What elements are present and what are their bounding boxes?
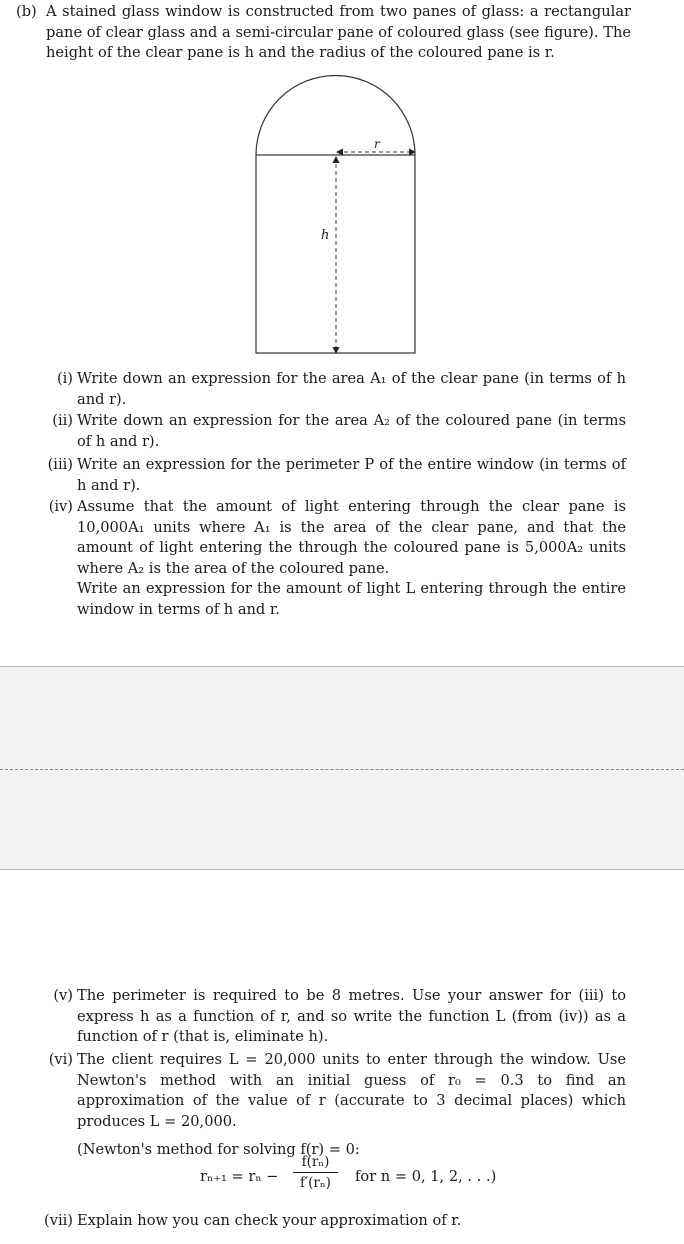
question-number: (iv) — [48, 498, 73, 515]
question-text: Explain how you can check your approximation of r. — [77, 1212, 462, 1229]
question-number: (v) — [53, 987, 73, 1004]
label-h: h — [321, 228, 330, 243]
question-i — [40, 369, 626, 410]
formula-fraction — [293, 1153, 338, 1192]
part-b-intro-text: A stained glass window is constructed from two panes of glass: a rectangular pane of clear glass and a semi-circular pane of coloured glass (see figure). The height of the clear pane is h and the radius of the coloured pane is r. — [46, 3, 631, 61]
part-b-label: (b) — [16, 3, 37, 20]
formula-rhs: for n = 0, 1, 2, . . .) — [355, 1168, 497, 1185]
answer-area[interactable] — [0, 666, 684, 870]
part-b-intro — [16, 2, 631, 64]
newton-formula — [200, 1152, 530, 1202]
question-vii — [40, 1211, 626, 1232]
fraction-bar — [293, 1172, 338, 1173]
question-number: (ii) — [52, 412, 73, 429]
question-text-continued: Write an expression for the amount of light L entering through the entire window in terms of h and r. — [77, 580, 626, 618]
clear-pane-rectangle — [256, 155, 415, 353]
coloured-pane-semicircle — [256, 75, 415, 155]
question-vi — [40, 1050, 626, 1161]
label-r: r — [374, 137, 380, 151]
formula-denominator: f′(rₙ) — [300, 1175, 331, 1191]
formula-lhs: rₙ₊₁ = rₙ − — [200, 1168, 279, 1185]
question-text-continued: (Newton's method for solving f(r) = 0: — [77, 1141, 360, 1158]
question-text: The perimeter is required to be 8 metres. Use your answer for (iii) to express h as a function of r, and so write the function L (from (iv)) as a function of r (that is, eliminate h). — [77, 987, 626, 1045]
question-ii — [40, 411, 626, 452]
question-number: (iii) — [47, 456, 73, 473]
question-text: Assume that the amount of light entering through the clear pane is 10,000A₁ units where A₁ is the area of the clear pane, and that the amount of light entering the through the coloured pane is 5,000A₂ units where A₂ is the area of the coloured pane. — [77, 498, 626, 577]
question-iii — [40, 455, 626, 496]
window-figure — [250, 75, 425, 360]
question-number: (i) — [56, 370, 73, 387]
question-text: Write an expression for the perimeter P of the entire window (in terms of h and r). — [77, 456, 626, 494]
question-text: Write down an expression for the area A₁ of the clear pane (in terms of h and r). — [77, 370, 626, 408]
formula-numerator: f(rₙ) — [301, 1154, 330, 1170]
question-text: Write down an expression for the area A₂ of the coloured pane (in terms of h and r). — [77, 412, 626, 450]
question-text: The client requires L = 20,000 units to enter through the window. Use Newton's method with an initial guess of r₀ = 0.3 to find an approximation of the value of r (accurate to 3 decimal places) which produces L = 20,000. — [77, 1051, 626, 1130]
question-number: (vii) — [44, 1212, 73, 1229]
question-iv — [40, 497, 626, 620]
answer-divider — [0, 769, 684, 770]
question-v — [40, 986, 626, 1048]
question-number: (vi) — [48, 1051, 73, 1068]
